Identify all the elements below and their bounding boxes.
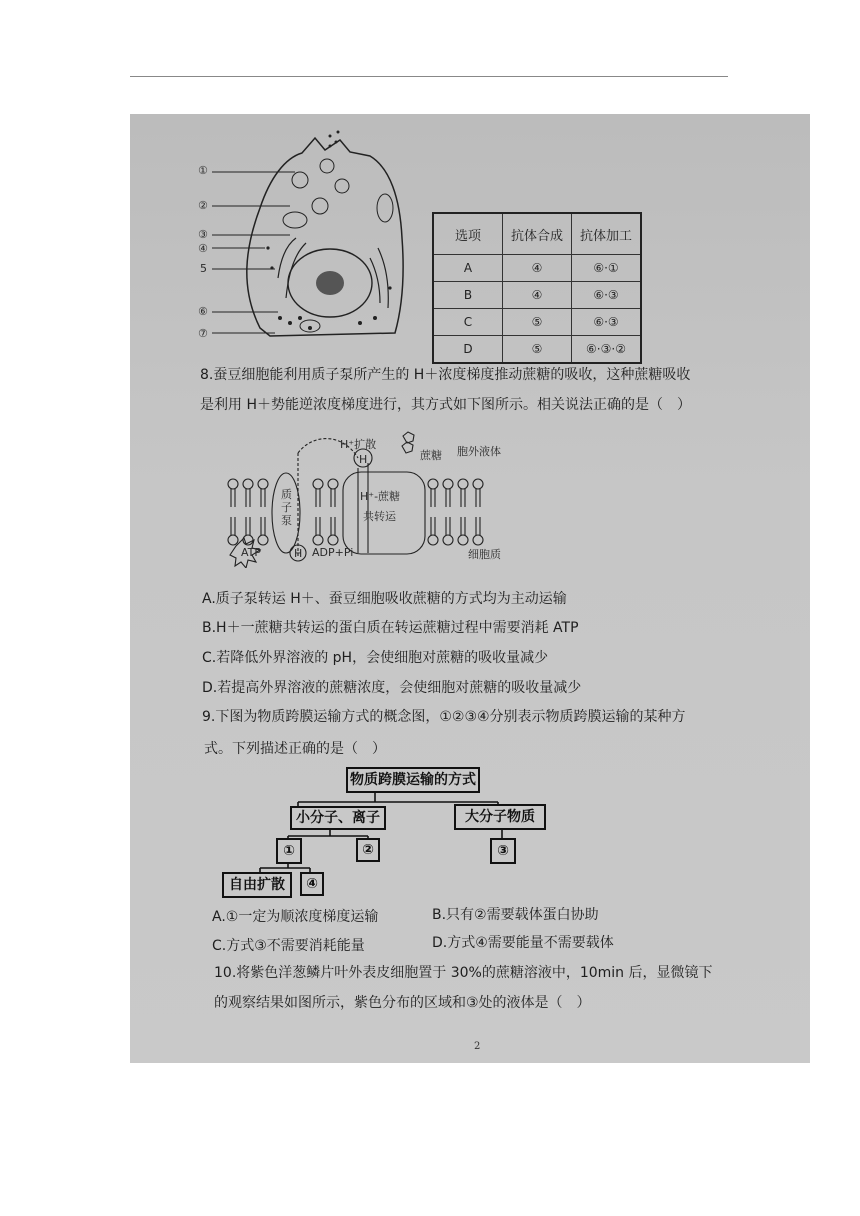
label-extracellular-fluid: 胞外液体 [457, 445, 501, 458]
table-cell: ④ [503, 282, 572, 309]
q8-stem-line1: 8.蚕豆细胞能利用质子泵所产生的 H＋浓度梯度推动蔗糖的吸收，这种蔗糖吸收 [200, 367, 691, 383]
q8-option-b: B.H＋一蔗糖共转运的蛋白质在转运蔗糖过程中需要消耗 ATP [202, 620, 579, 636]
concept-small-molecule-box: 小分子、离子 [290, 806, 386, 830]
concept-macromolecule-box: 大分子物质 [454, 804, 546, 830]
table-cell: ⑥·① [572, 255, 642, 282]
table-cell: ⑥·③ [572, 282, 642, 309]
answer-options-table [432, 212, 642, 364]
label-cotransport-2: 共转运 [363, 510, 396, 523]
q8-stem-line2: 是利用 H＋势能逆浓度梯度进行，其方式如下图所示。相关说法正确的是（ ） [200, 397, 691, 413]
q10-stem-line2: 的观察结果如图所示，紫色分布的区域和③处的液体是（ ） [214, 995, 591, 1011]
cell-label-7: ⑦ [198, 327, 208, 340]
label-h-outside: H [359, 453, 368, 466]
cell-structure-diagram [190, 128, 420, 348]
concept-node-4: ④ [300, 872, 324, 896]
table-row [433, 309, 641, 336]
label-sucrose: 蔗糖 [420, 449, 442, 462]
cell-label-5: 5 [200, 262, 207, 275]
table-header-row [433, 213, 641, 255]
cell-label-1: ① [198, 164, 208, 177]
cell-label-6: ⑥ [198, 305, 208, 318]
table-cell: ⑤ [503, 336, 572, 364]
label-h-inside: H [294, 547, 303, 560]
table-row [433, 282, 641, 309]
table-cell: ⑤ [503, 309, 572, 336]
table-row [433, 336, 641, 364]
q9-option-a: A.①一定为顺浓度梯度运输 [212, 909, 379, 925]
q8-option-a: A.质子泵转运 H＋、蚕豆细胞吸收蔗糖的方式均为主动运输 [202, 591, 567, 607]
q9-option-b: B.只有②需要载体蛋白协助 [432, 907, 599, 923]
table-cell: A [433, 255, 503, 282]
q8-option-c: C.若降低外界溶液的 pH，会使细胞对蔗糖的吸收量减少 [202, 650, 549, 666]
table-cell: D [433, 336, 503, 364]
header-rule [130, 76, 728, 77]
label-h-diffusion: H⁺扩散 [340, 438, 377, 451]
label-cytoplasm: 细胞质 [468, 548, 501, 561]
table-header-cell: 抗体加工 [572, 213, 642, 255]
table-header-cell: 抗体合成 [503, 213, 572, 255]
table-row [433, 255, 641, 282]
q9-option-d: D.方式④需要能量不需要载体 [432, 935, 614, 951]
table-header-cell: 选项 [433, 213, 503, 255]
table-cell: ⑥·③ [572, 309, 642, 336]
concept-node-2: ② [356, 838, 380, 862]
label-cotransport-1: H⁺-蔗糖 [360, 490, 401, 503]
concept-free-diffusion-box: 自由扩散 [222, 872, 292, 898]
concept-root-box: 物质跨膜运输的方式 [346, 767, 480, 793]
q8-option-d: D.若提高外界溶液的蔗糖浓度，会使细胞对蔗糖的吸收量减少 [202, 680, 582, 696]
cell-label-3: ③ [198, 228, 208, 241]
table-cell: ④ [503, 255, 572, 282]
q10-stem-line1: 10.将紫色洋葱鳞片叶外表皮细胞置于 30%的蔗糖溶液中，10min 后，显微镜下 [214, 965, 713, 981]
q9-stem-line1: 9.下图为物质跨膜运输方式的概念图，①②③④分别表示物质跨膜运输的某种方 [202, 709, 686, 725]
table-cell: B [433, 282, 503, 309]
concept-node-1: ① [276, 838, 302, 864]
table-cell: ⑥·③·② [572, 336, 642, 364]
label-atp: ATP [241, 546, 262, 559]
label-proton-pump: 质子泵 [281, 488, 292, 527]
q9-stem-line2: 式。下列描述正确的是（ ） [204, 741, 386, 757]
cell-label-2: ② [198, 199, 208, 212]
cell-label-4: ④ [198, 242, 208, 255]
q9-option-c: C.方式③不需要消耗能量 [212, 938, 365, 954]
table-cell: C [433, 309, 503, 336]
label-adp-pi: ADP+Pi [312, 546, 354, 559]
concept-node-3: ③ [490, 838, 516, 864]
page-number: 2 [474, 1041, 481, 1052]
